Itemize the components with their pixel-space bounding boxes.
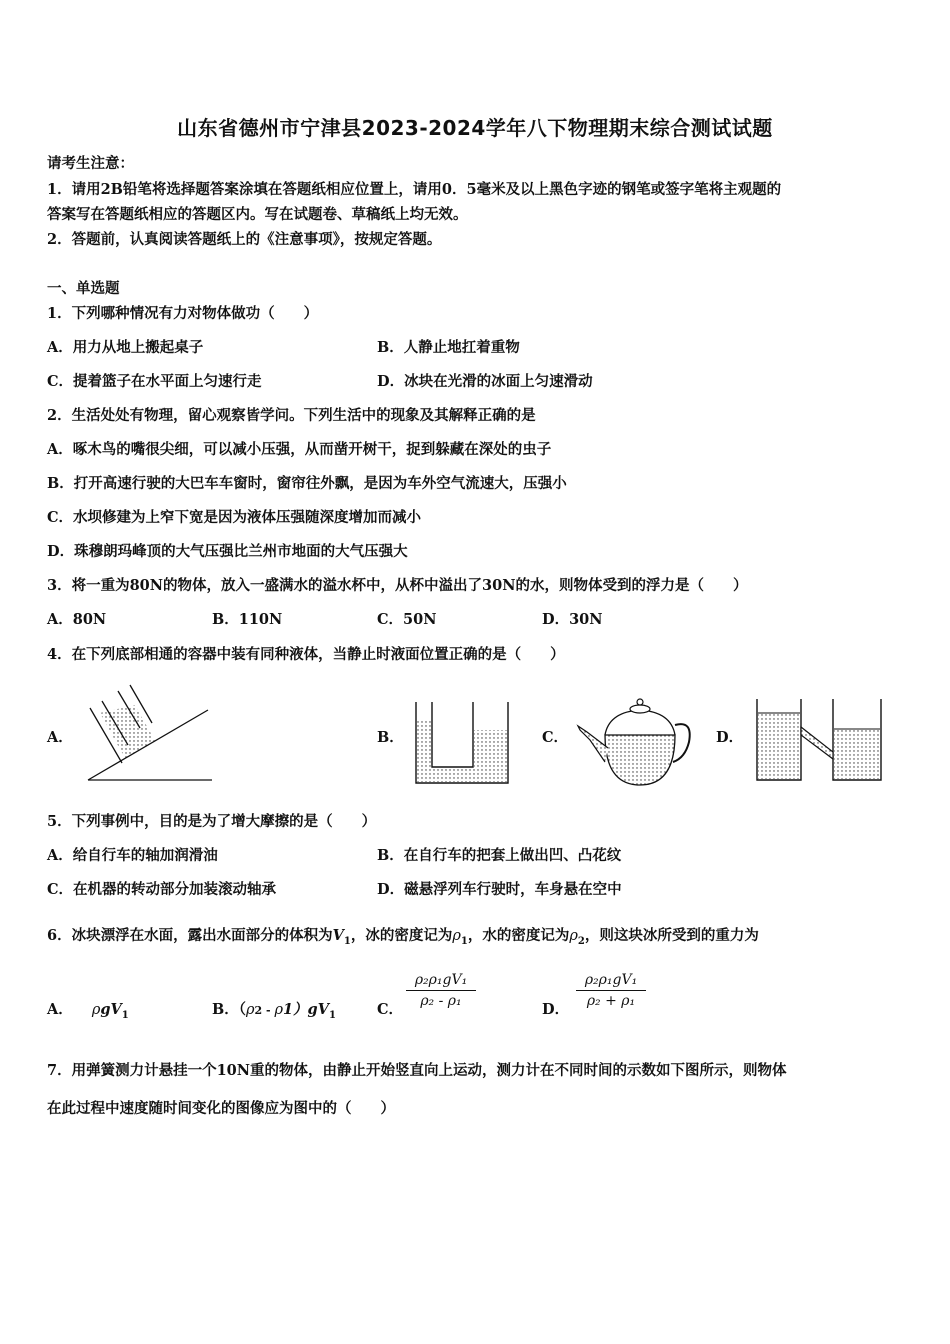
q6-option-b-open: （ [238,1001,247,1018]
q6-stem-part-1: 6．冰块漂浮在水面，露出水面部分的体积为 [47,927,333,944]
notice-item-1-line-2: 答案写在答题纸相应的答题区内。写在试题卷、草稿纸上均无效。 [47,206,468,223]
q2-stem: 2．生活处处有物理，留心观察皆学问。下列生活中的现象及其解释正确的是 [47,407,536,424]
q5-option-d: D．磁悬浮列车行驶时，车身悬在空中 [377,881,622,898]
q6-option-c-numerator: ρ₂ρ₁gV₁ [414,972,468,988]
notice-item-2: 2．答题前，认真阅读答题纸上的《注意事项》，按规定答题。 [47,231,442,248]
q6-option-b [212,998,336,1021]
q4-figure-a-slanted-container [80,683,215,783]
q4-figure-d-connected-tanks [752,697,887,787]
q6-rho1-symbol: ρ [452,928,461,944]
q6-option-c-fraction [406,972,476,1009]
q2-option-d: D．珠穆朗玛峰顶的大气压强比兰州市地面的大气压强大 [47,543,408,560]
q1-option-c: C．提着篮子在水平面上匀速行走 [47,373,262,390]
q6-option-b-close: 1）gV [282,1001,329,1018]
q6-option-b-mid: 2 - [254,1004,275,1017]
q6-stem-part-2: ，冰的密度记为 [350,927,453,944]
q6-option-b-rho2: ρ [246,1002,255,1018]
q1-stem: 1．下列哪种情况有力对物体做功（ ） [47,305,319,322]
q6-option-a-rho: ρ [91,1002,101,1018]
q6-option-d-denominator: ρ₂ + ρ₁ [586,993,636,1009]
q6-option-b-rho1: ρ [274,1002,283,1018]
q5-option-a: A．给自行车的轴加润滑油 [47,847,218,864]
q6-option-b-sub: 1 [328,1009,336,1021]
q6-option-d-numerator: ρ₂ρ₁gV₁ [584,972,638,988]
q5-option-c: C．在机器的转动部分加装滚动轴承 [47,881,277,898]
notice-heading: 请考生注意： [47,155,134,172]
section-heading: 一、单选题 [47,280,120,297]
notice-item-1-line-1: 1．请用2B铅笔将选择题答案涂填在答题纸相应位置上，请用0．5毫米及以上黑色字迹的钢笔或签字笔将主观题的 [47,181,782,198]
q7-line-1: 7．用弹簧测力计悬挂一个10N重的物体，由静止开始竖直向上运动，测力计在不同时间的示数如下图所示，则物体 [47,1062,787,1079]
q6-v1-subscript: 1 [343,935,351,947]
q6-stem [47,924,759,947]
q4-option-a-label: A． [47,729,73,746]
q4-option-d-label: D． [716,729,744,746]
q1-option-a: A．用力从地上搬起桌子 [47,339,204,356]
q6-stem-part-3: ，水的密度记为 [467,927,570,944]
q3-option-c: C．50N [377,611,437,628]
q2-option-b: B．打开高速行驶的大巴车车窗时，窗帘往外飘，是因为车外空气流速大，压强小 [47,475,567,492]
q3-option-a: A．80N [47,611,107,628]
q6-option-b-label: B． [212,1001,239,1018]
q6-option-c-denominator: ρ₂ - ρ₁ [420,993,462,1009]
q4-figure-c-teapot [575,690,695,790]
q6-rho1-subscript: 1 [460,935,468,947]
q6-stem-part-4: ，则这块冰所受到的重力为 [584,927,759,944]
q4-stem: 4．在下列底部相通的容器中装有同种液体，当静止时液面位置正确的是（ ） [47,646,565,663]
q6-v1-symbol: V [332,927,344,944]
q3-option-d: D．30N [542,611,603,628]
q7-line-2: 在此过程中速度随时间变化的图像应为图中的（ ） [47,1100,395,1117]
q1-option-b: B．人静止地扛着重物 [377,339,520,356]
q6-option-a-label: A． [47,1001,73,1018]
q6-option-a-sub: 1 [121,1009,129,1021]
q5-stem: 5．下列事例中，目的是为了增大摩擦的是（ ） [47,813,377,830]
q4-option-c-label: C． [542,729,569,746]
q2-option-c: C．水坝修建为上窄下宽是因为液体压强随深度增加而减小 [47,509,422,526]
q6-option-a-expr: gV [100,1001,122,1018]
q6-option-d-label: D． [542,1001,570,1018]
q4-figure-b-u-tube [412,700,512,785]
q2-option-a: A．啄木鸟的嘴很尖细，可以减小压强，从而凿开树干，捉到躲藏在深处的虫子 [47,441,552,458]
q1-option-d: D．冰块在光滑的冰面上匀速滑动 [377,373,593,390]
q4-option-b-label: B． [377,729,404,746]
q6-rho2-symbol: ρ [569,928,578,944]
q6-option-d-fraction [576,972,646,1009]
q5-option-b: B．在自行车的把套上做出凹、凸花纹 [377,847,622,864]
q6-rho2-subscript: 2 [577,935,585,947]
q6-option-a [47,998,129,1021]
q3-option-b: B．110N [212,611,283,628]
q3-stem: 3．将一重为80N的物体，放入一盛满水的溢水杯中，从杯中溢出了30N的水，则物体受到的浮力是（ ） [47,577,748,594]
page-title: 山东省德州市宁津县2023-2024学年八下物理期末综合测试试题 [177,116,773,140]
q6-option-c-label: C． [377,1001,404,1018]
